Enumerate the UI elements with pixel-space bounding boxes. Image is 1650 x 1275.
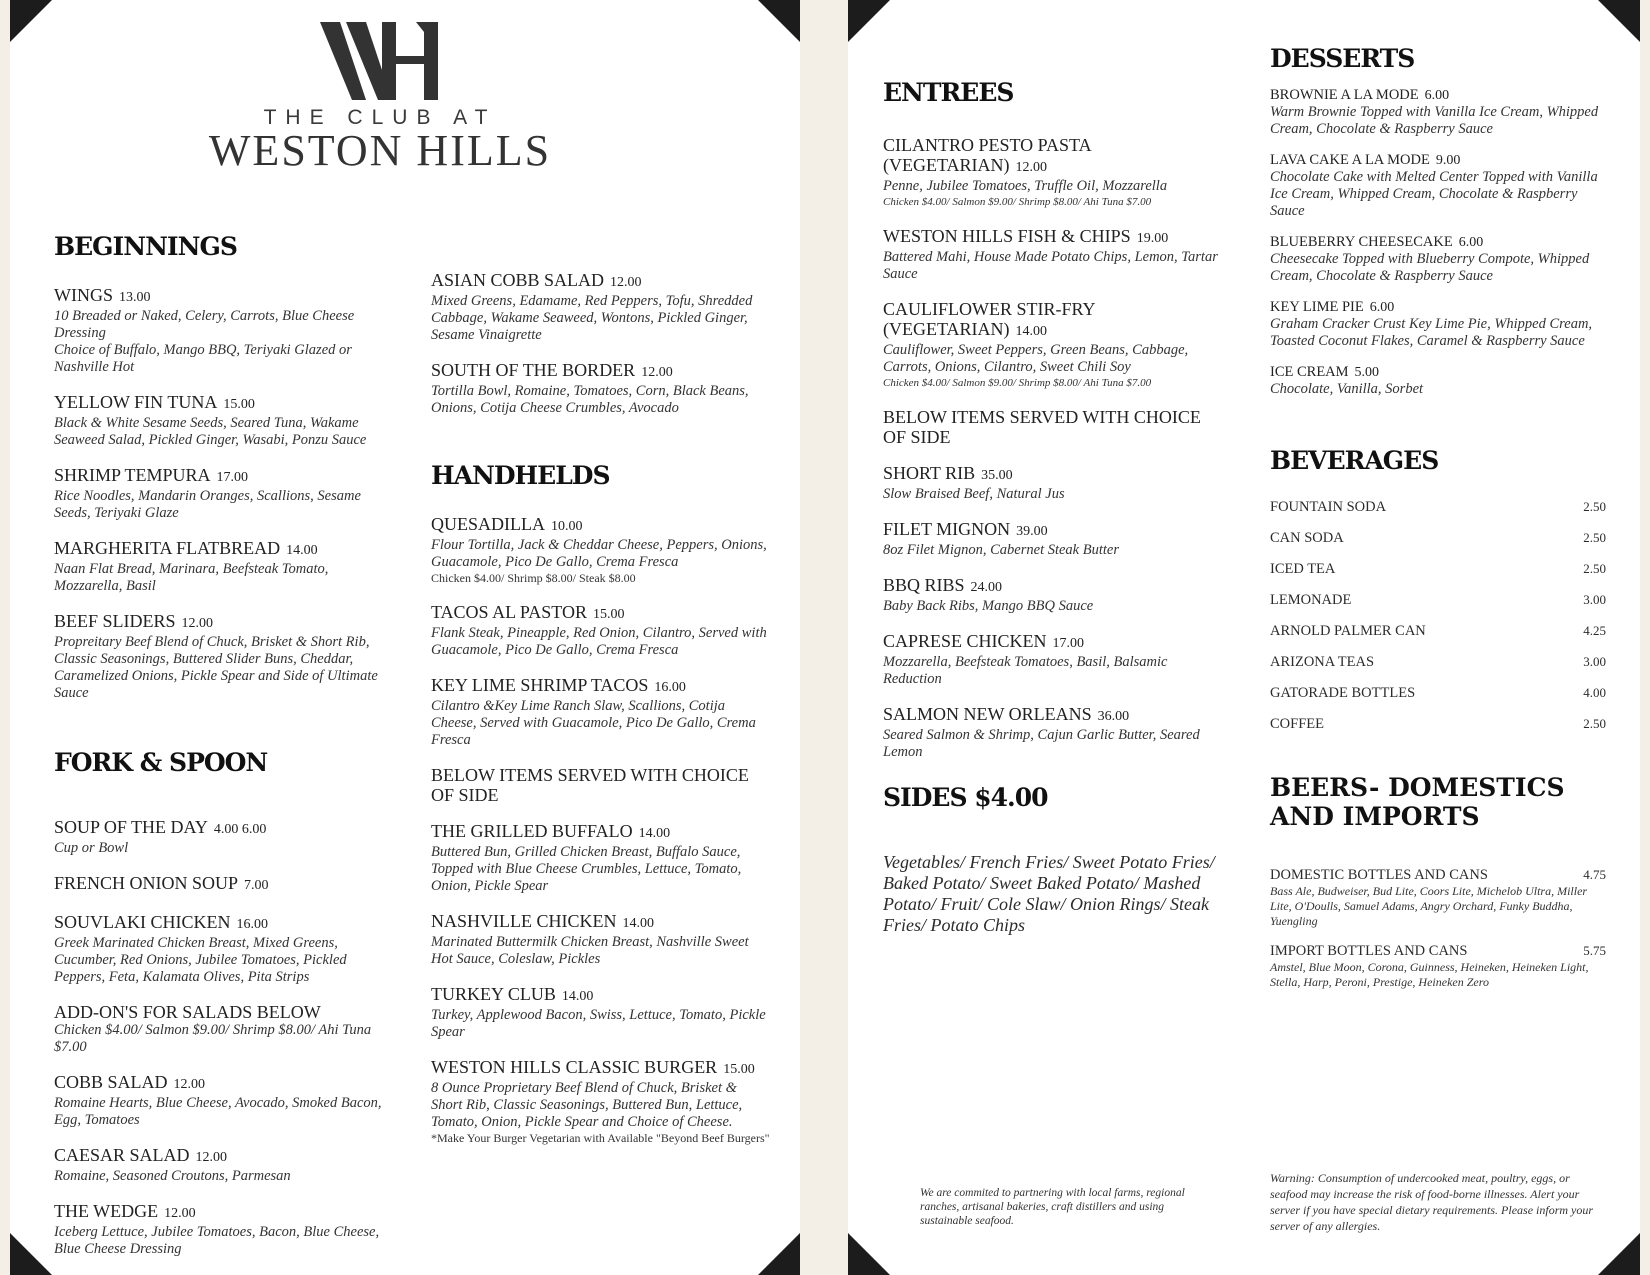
beer-row <box>1270 943 1606 960</box>
item-name-text: CAULIFLOWER STIR-FRY (VEGETARIAN) <box>883 299 1095 339</box>
menu-list <box>54 817 384 1258</box>
beverage-price: 2.50 <box>1583 499 1606 514</box>
beverage-price: 2.50 <box>1583 716 1606 731</box>
menu-item <box>431 514 771 586</box>
menu-item-price: 6.00 <box>1369 300 1395 315</box>
menu-item-description: Baby Back Ribs, Mango BBQ Sauce <box>883 598 1094 614</box>
menu-item <box>431 765 771 805</box>
menu-item-description: Marinated Buttermilk Chicken Breast, Nashville Sweet Hot Sauce, Coleslaw, Pickles <box>431 934 749 967</box>
menu-item-price: 15.00 <box>592 607 625 622</box>
menu-item-description: Mixed Greens, Edamame, Red Peppers, Tofu, Shredded Cabbage, Wakame Seaweed, Wontons, Pickled Ginger, Sesame Vinaigrette <box>431 293 753 343</box>
item-name-text: QUESADILLA <box>431 514 545 534</box>
menu-item <box>54 611 384 702</box>
beer-list <box>1270 867 1606 990</box>
item-name-text: WESTON HILLS FISH & CHIPS <box>883 226 1131 246</box>
item-name-text: TURKEY CLUB <box>431 984 556 1004</box>
menu-item-description: Choice of Buffalo, Mango BBQ, Teriyaki Glazed or Nashville Hot <box>54 342 352 375</box>
item-name-text: KEY LIME PIE <box>1270 299 1364 315</box>
item-name-text: TACOS AL PASTOR <box>431 602 587 622</box>
menu-item <box>54 538 384 595</box>
menu-item-name <box>431 270 771 293</box>
section-title-desserts: DESSERTS <box>1270 44 1415 73</box>
item-name-text: SOUP OF THE DAY <box>54 817 208 837</box>
beverage-price: 2.50 <box>1583 530 1606 545</box>
menu-item <box>431 1057 771 1146</box>
menu-item <box>54 873 384 896</box>
menu-item-name <box>883 135 1228 178</box>
menu-item <box>431 270 771 344</box>
item-name-text: WINGS <box>54 285 113 305</box>
menu-item-description: Chocolate Cake with Melted Center Topped with Vanilla Ice Cream, Whipped Cream, Chocolate & Raspberry Sauce <box>1270 169 1598 219</box>
menu-item-note: Chicken $4.00/ Shrimp $8.00/ Steak $8.00 <box>431 571 636 585</box>
item-name-text: CILANTRO PESTO PASTA (VEGETARIAN) <box>883 135 1091 175</box>
menu-item <box>1270 152 1606 220</box>
menu-item-name <box>883 407 1228 447</box>
menu-item-note: Chicken $4.00/ Salmon $9.00/ Shrimp $8.00/ Ahi Tuna $7.00 <box>883 377 1152 389</box>
menu-item-description: Mozzarella, Beefsteak Tomatoes, Basil, Balsamic Reduction <box>883 654 1168 687</box>
beverage-row <box>1270 530 1606 561</box>
menu-item-name <box>883 519 1228 542</box>
menu-item-price: 14.00 <box>561 989 594 1004</box>
menu-item <box>883 519 1228 559</box>
item-name-text: ADD-ON'S FOR SALADS BELOW <box>54 1002 321 1022</box>
menu-item <box>1270 87 1606 138</box>
menu-item <box>54 817 384 857</box>
column-left-1 <box>54 232 384 1274</box>
logo-line-2: WESTON HILLS <box>208 126 552 175</box>
item-name-text: SOUTH OF THE BORDER <box>431 360 636 380</box>
menu-item-description: Black & White Sesame Seeds, Seared Tuna, Wakame Seaweed Salad, Pickled Ginger, Wasabi, Ponzu Sauce <box>54 415 367 448</box>
menu-item-price: 10.00 <box>551 519 583 534</box>
menu-item-name <box>883 575 1228 598</box>
menu-item-price: 19.00 <box>1136 231 1169 246</box>
menu-item-description: Slow Braised Beef, Natural Jus <box>883 486 1065 502</box>
item-name-text: SALMON NEW ORLEANS <box>883 704 1092 724</box>
menu-item-price: 14.00 <box>286 543 318 558</box>
club-logo <box>160 22 600 175</box>
menu-list <box>883 135 1228 761</box>
menu-item-name <box>54 1201 384 1224</box>
menu-item-price: 14.00 <box>638 826 671 841</box>
menu-item <box>1270 364 1606 398</box>
menu-item-name <box>883 299 1228 342</box>
item-name-text: NASHVILLE CHICKEN <box>431 911 617 931</box>
item-name-text: WESTON HILLS CLASSIC BURGER <box>431 1057 718 1077</box>
menu-item-price: 12.00 <box>181 616 214 631</box>
beverage-name: ARNOLD PALMER CAN <box>1270 623 1426 639</box>
wh-monogram-icon <box>320 22 440 100</box>
menu-item-name <box>883 226 1228 249</box>
item-name-text: BBQ RIBS <box>883 575 965 595</box>
menu-item-description: Penne, Jubilee Tomatoes, Truffle Oil, Mozzarella <box>883 178 1168 194</box>
menu-item-price: 4.00 6.00 <box>213 822 267 837</box>
menu-item-description: Flank Steak, Pineapple, Red Onion, Cilantro, Served with Guacamole, Pico De Gallo, Crema Fresca <box>431 625 767 658</box>
beverage-price: 2.50 <box>1583 561 1606 576</box>
menu-item-description: Warm Brownie Topped with Vanilla Ice Cream, Whipped Cream, Chocolate & Raspberry Sauce <box>1270 104 1599 137</box>
beverage-row <box>1270 623 1606 654</box>
menu-item-name <box>431 765 771 805</box>
menu-item-name <box>431 984 771 1007</box>
section-title-handhelds: HANDHELDS <box>431 461 610 490</box>
food-safety-warning: Warning: Consumption of undercooked meat, poultry, eggs, or seafood may increase the risk of food-borne illnesses. Alert your server if you have special dietary requirements. Please inform your server of any allergies. <box>1270 1171 1594 1233</box>
menu-item <box>431 602 771 659</box>
menu-item <box>431 821 771 895</box>
beer-price: 4.75 <box>1583 867 1606 882</box>
menu-item-description: Cauliflower, Sweet Peppers, Green Beans, Cabbage, Carrots, Onions, Cilantro, Sweet Chili Soy <box>883 342 1189 375</box>
section-title-beginnings: BEGINNINGS <box>54 232 237 261</box>
beverage-price: 3.00 <box>1583 592 1606 607</box>
menu-item <box>54 1201 384 1258</box>
item-name-text: BELOW ITEMS SERVED WITH CHOICE OF SIDE <box>431 765 749 805</box>
menu-item <box>54 392 384 449</box>
column-left-2 <box>431 270 771 1162</box>
menu-item <box>883 631 1228 688</box>
menu-item-description: Flour Tortilla, Jack & Cheddar Cheese, Peppers, Onions, Guacamole, Pico De Gallo, Crema Fresca <box>431 537 767 570</box>
corner-ornament <box>758 1233 800 1275</box>
menu-item-price: 12.00 <box>173 1077 206 1092</box>
menu-item-description: Romaine Hearts, Blue Cheese, Avocado, Smoked Bacon, Egg, Tomatoes <box>54 1095 382 1128</box>
beverage-name: CAN SODA <box>1270 530 1344 546</box>
menu-item-name <box>431 602 771 625</box>
section-title-beverages: BEVERAGES <box>1270 446 1439 475</box>
menu-item-name <box>431 1057 771 1080</box>
menu-item <box>1270 234 1606 285</box>
beer-name: DOMESTIC BOTTLES AND CANS <box>1270 867 1488 883</box>
menu-item-description: Romaine, Seasoned Croutons, Parmesan <box>54 1168 291 1184</box>
beer-name: IMPORT BOTTLES AND CANS <box>1270 943 1468 959</box>
item-name-text: MARGHERITA FLATBREAD <box>54 538 281 558</box>
beverage-price: 4.00 <box>1583 685 1606 700</box>
menu-item-description: Rice Noodles, Mandarin Oranges, Scallions, Sesame Seeds, Teriyaki Glaze <box>54 488 361 521</box>
section-title-fork-spoon: FORK & SPOON <box>54 748 268 777</box>
menu-item-price: 13.00 <box>119 290 151 305</box>
menu-item-name <box>883 631 1228 654</box>
beverage-name: ARIZONA TEAS <box>1270 654 1375 670</box>
menu-item <box>54 1002 384 1056</box>
menu-item-name <box>1270 87 1606 104</box>
menu-item-price: 6.00 <box>1458 235 1484 250</box>
menu-item-price: 12.00 <box>1015 160 1048 175</box>
item-name-text: FRENCH ONION SOUP <box>54 873 239 893</box>
menu-item <box>54 285 384 376</box>
beer-row <box>1270 867 1606 884</box>
menu-item-price: 17.00 <box>216 470 249 485</box>
menu-item <box>883 135 1228 210</box>
sourcing-footnote: We are commited to partnering with local farms, regional ranches, artisanal bakeries, craft distillers and using sustainable seafood. <box>920 1187 1185 1227</box>
item-name-text: THE WEDGE <box>54 1201 159 1221</box>
column-right-2 <box>1270 44 1606 1004</box>
menu-item-description: Chocolate, Vanilla, Sorbet <box>1270 381 1424 397</box>
section-title-beers: BEERS- DOMESTICS AND IMPORTS <box>1270 773 1565 831</box>
item-name-text: THE GRILLED BUFFALO <box>431 821 633 841</box>
menu-item <box>54 1145 384 1185</box>
menu-item-price: 39.00 <box>1016 524 1048 539</box>
item-name-text: BELOW ITEMS SERVED WITH CHOICE OF SIDE <box>883 407 1201 447</box>
menu-item <box>883 704 1228 761</box>
menu-item-note: *Make Your Burger Vegetarian with Available "Beyond Beef Burgers" <box>431 1131 770 1145</box>
item-name-text: BEEF SLIDERS <box>54 611 176 631</box>
menu-item-price: 14.00 <box>1015 324 1048 339</box>
menu-item-price: 15.00 <box>723 1062 755 1077</box>
menu-item-name <box>431 821 771 844</box>
menu-item-price: 14.00 <box>622 916 654 931</box>
corner-ornament <box>1598 0 1640 42</box>
menu-list <box>54 285 384 702</box>
menu-item-name <box>883 704 1228 727</box>
menu-list <box>431 270 771 417</box>
beer-description: Bass Ale, Budweiser, Bud Lite, Coors Lite, Michelob Ultra, Miller Lite, O'Doulls, Samuel Adams, Angry Orchard, Funky Buddha, Yuengling <box>1270 884 1588 928</box>
menu-item-price: 16.00 <box>654 680 686 695</box>
menu-item-name <box>1270 152 1606 169</box>
beverage-name: COFFEE <box>1270 716 1324 732</box>
menu-item-description: Cilantro &Key Lime Ranch Slaw, Scallions, Cotija Cheese, Served with Guacamole, Pico De Gallo, Crema Fresca <box>431 698 756 748</box>
menu-item-price: 16.00 <box>236 917 268 932</box>
beverage-name: ICED TEA <box>1270 561 1336 577</box>
menu-item-price: 12.00 <box>641 365 673 380</box>
menu-item-price: 6.00 <box>1424 88 1450 103</box>
item-name-text: BROWNIE A LA MODE <box>1270 87 1419 103</box>
corner-ornament <box>758 0 800 42</box>
section-title-entrees: ENTREES <box>883 78 1014 107</box>
menu-item <box>431 360 771 417</box>
beverage-name: GATORADE BOTTLES <box>1270 685 1416 701</box>
menu-item <box>883 575 1228 615</box>
menu-page-right <box>848 0 1640 1275</box>
menu-item-price: 12.00 <box>610 275 642 290</box>
menu-item-description: Buttered Bun, Grilled Chicken Breast, Buffalo Sauce, Topped with Blue Cheese Crumbles, Lettuce, Tomato, Onion, Pickle Spear <box>431 844 742 894</box>
menu-item-price: 24.00 <box>970 580 1003 595</box>
beverage-row <box>1270 592 1606 623</box>
beer-price: 5.75 <box>1583 943 1606 958</box>
beverage-name: FOUNTAIN SODA <box>1270 499 1387 515</box>
beverage-row <box>1270 654 1606 685</box>
menu-item-name <box>54 912 384 935</box>
menu-item-price: 12.00 <box>164 1206 196 1221</box>
menu-item-name <box>54 817 384 840</box>
menu-item-description: Chicken $4.00/ Salmon $9.00/ Shrimp $8.00/ Ahi Tuna $7.00 <box>54 1022 372 1055</box>
menu-item-price: 35.00 <box>981 468 1013 483</box>
item-name-text: CAESAR SALAD <box>54 1145 190 1165</box>
menu-item-price: 7.00 <box>244 878 269 893</box>
menu-item-name <box>54 538 384 561</box>
menu-item-description: Graham Cracker Crust Key Lime Pie, Whipped Cream, Toasted Coconut Flakes, Caramel & Raspberry Sauce <box>1270 316 1593 349</box>
menu-item-name <box>54 873 384 896</box>
item-name-text: FILET MIGNON <box>883 519 1011 539</box>
beverage-price: 4.25 <box>1583 623 1606 638</box>
item-name-text: BLUEBERRY CHEESECAKE <box>1270 234 1453 250</box>
menu-item-description: Cup or Bowl <box>54 840 129 856</box>
item-name-text: COBB SALAD <box>54 1072 168 1092</box>
menu-item <box>54 912 384 986</box>
menu-item <box>883 463 1228 503</box>
menu-item-name <box>1270 234 1606 251</box>
menu-item <box>883 299 1228 391</box>
menu-item-name <box>54 1145 384 1168</box>
menu-item-name <box>431 675 771 698</box>
sides-list: Vegetables/ French Fries/ Sweet Potato Fries/ Baked Potato/ Sweet Baked Potato/ Mashed Potato/ Fruit/ Cole Slaw/ Onion Rings/ Steak Fries/ Potato Chips <box>883 852 1215 935</box>
menu-list <box>1270 87 1606 398</box>
beverage-row <box>1270 716 1606 747</box>
menu-item-name <box>54 285 384 308</box>
menu-item-price: 15.00 <box>223 397 255 412</box>
menu-item-name <box>1270 299 1606 316</box>
menu-item-name <box>54 611 384 634</box>
menu-item-description: Iceberg Lettuce, Jubilee Tomatoes, Bacon, Blue Cheese, Blue Cheese Dressing <box>54 1224 380 1257</box>
menu-item-name <box>431 514 771 537</box>
item-name-text: YELLOW FIN TUNA <box>54 392 218 412</box>
menu-item-description: Battered Mahi, House Made Potato Chips, Lemon, Tartar Sauce <box>883 249 1218 282</box>
item-name-text: LAVA CAKE A LA MODE <box>1270 152 1430 168</box>
item-name-text: SHRIMP TEMPURA <box>54 465 211 485</box>
column-right-1 <box>883 78 1228 936</box>
corner-ornament <box>10 1233 52 1275</box>
menu-item-name <box>54 392 384 415</box>
item-name-text: ICE CREAM <box>1270 364 1349 380</box>
menu-item-note: Chicken $4.00/ Salmon $9.00/ Shrimp $8.00/ Ahi Tuna $7.00 <box>883 196 1152 208</box>
beer-item <box>1270 943 1606 990</box>
beverage-name: LEMONADE <box>1270 592 1352 608</box>
beverage-price: 3.00 <box>1583 654 1606 669</box>
beverage-list <box>1270 499 1606 747</box>
corner-ornament <box>10 0 52 42</box>
menu-item <box>883 226 1228 283</box>
menu-item-description: Tortilla Bowl, Romaine, Tomatoes, Corn, Black Beans, Onions, Cotija Cheese Crumbles, Avocado <box>431 383 749 416</box>
menu-item-name <box>54 1002 384 1022</box>
menu-item <box>431 984 771 1041</box>
menu-item-name <box>431 360 771 383</box>
menu-item-description: Propreitary Beef Blend of Chuck, Brisket & Short Rib, Classic Seasonings, Buttered Slider Buns, Cheddar, Caramelized Onions, Pickle Spear and Side of Ultimate Sauce <box>54 634 378 701</box>
item-name-text: SOUVLAKI CHICKEN <box>54 912 231 932</box>
item-name-text: SHORT RIB <box>883 463 976 483</box>
beer-description: Amstel, Blue Moon, Corona, Guinness, Heineken, Heineken Light, Stella, Harp, Peroni, Prestige, Heineken Zero <box>1270 960 1589 989</box>
corner-ornament <box>848 0 890 42</box>
menu-item <box>431 675 771 749</box>
menu-item-description: 8oz Filet Mignon, Cabernet Steak Butter <box>883 542 1119 558</box>
menu-item-price: 9.00 <box>1435 153 1461 168</box>
logo-line-1: THE CLUB AT <box>263 106 497 129</box>
corner-ornament <box>1598 1233 1640 1275</box>
item-name-text: KEY LIME SHRIMP TACOS <box>431 675 649 695</box>
beer-item <box>1270 867 1606 929</box>
menu-item <box>54 465 384 522</box>
menu-item-description: Turkey, Applewood Bacon, Swiss, Lettuce, Tomato, Pickle Spear <box>431 1007 766 1040</box>
menu-item-description: 10 Breaded or Naked, Celery, Carrots, Blue Cheese Dressing <box>54 308 355 341</box>
menu-item <box>431 911 771 968</box>
beverage-row <box>1270 685 1606 716</box>
menu-item-description: Seared Salmon & Shrimp, Cajun Garlic Butter, Seared Lemon <box>883 727 1200 760</box>
item-name-text: ASIAN COBB SALAD <box>431 270 605 290</box>
menu-list <box>431 514 771 1146</box>
menu-item-description: 8 Ounce Proprietary Beef Blend of Chuck, Brisket & Short Rib, Classic Seasonings, Buttered Bun, Lettuce, Tomato, Onion, Pickle Spear and Choice of Cheese. <box>431 1080 743 1130</box>
menu-page-left <box>10 0 800 1275</box>
menu-item-name <box>1270 364 1606 381</box>
menu-item <box>1270 299 1606 350</box>
menu-item-price: 12.00 <box>195 1150 228 1165</box>
menu-item-description: Naan Flat Bread, Marinara, Beefsteak Tomato, Mozzarella, Basil <box>54 561 329 594</box>
beverage-row <box>1270 561 1606 592</box>
beverage-row <box>1270 499 1606 530</box>
menu-item-name <box>883 463 1228 486</box>
menu-item-description: Cheesecake Topped with Blueberry Compote, Whipped Cream, Chocolate & Raspberry Sauce <box>1270 251 1590 284</box>
menu-item-name <box>431 911 771 934</box>
section-title-sides: SIDES $4.00 <box>883 783 1048 812</box>
menu-item-name <box>54 1072 384 1095</box>
item-name-text: CAPRESE CHICKEN <box>883 631 1047 651</box>
menu-item <box>883 407 1228 447</box>
menu-item-price: 5.00 <box>1354 365 1380 380</box>
menu-item-description: Greek Marinated Chicken Breast, Mixed Greens, Cucumber, Red Onions, Jubilee Tomatoes, Pickled Peppers, Feta, Kalamata Olives, Pita Strips <box>54 935 347 985</box>
menu-item-name <box>54 465 384 488</box>
menu-item <box>54 1072 384 1129</box>
corner-ornament <box>848 1233 890 1275</box>
menu-item-price: 36.00 <box>1097 709 1130 724</box>
menu-item-price: 17.00 <box>1052 636 1085 651</box>
